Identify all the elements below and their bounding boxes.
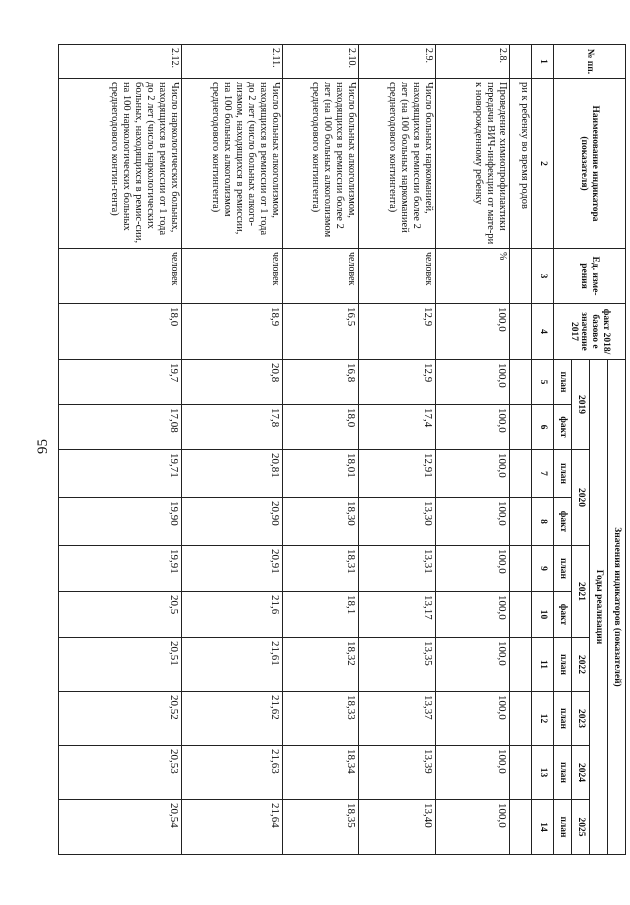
value-cell: 100,0 bbox=[435, 405, 509, 450]
row-number: 2.8. bbox=[435, 45, 509, 79]
row-number: 2.10. bbox=[283, 45, 359, 79]
column-number: 9 bbox=[531, 546, 553, 592]
value-cell: 17,08 bbox=[59, 405, 182, 450]
indicator-table-sheet bbox=[58, 44, 626, 854]
header-plan: план bbox=[554, 546, 572, 592]
value-cell: 21,62 bbox=[182, 692, 283, 746]
header-values-group: Значения индикаторов (показателей) bbox=[608, 360, 626, 855]
indicator-name: Число больных наркоманией, находящихся в ремиссии более 2 лет (на 100 больных наркоманией среднегодового контингента) bbox=[359, 79, 435, 249]
value-cell: 16,5 bbox=[283, 304, 359, 360]
column-number: 5 bbox=[531, 360, 553, 405]
indicator-name: Число больных алкоголизмом, находящихся в ремиссии более 2 лет (на 100 больных алкоголизмом среднегодового контингента) bbox=[283, 79, 359, 249]
value-cell: 18,9 bbox=[182, 304, 283, 360]
table-row bbox=[59, 45, 182, 855]
table-row bbox=[435, 45, 509, 855]
indicator-name: Число больных алкоголизмом, находящихся в ремиссии от 1 года до 2 лет (число больных алкого-лизмом, находящихся в ремиссии, на 100 больных алкоголизмом среднегодового контингента) bbox=[182, 79, 283, 249]
unit-cell: % bbox=[435, 249, 509, 304]
row-number: 2.12. bbox=[59, 45, 182, 79]
unit-cell: человек bbox=[59, 249, 182, 304]
value-cell: 20,52 bbox=[59, 692, 182, 746]
header-fact: факт bbox=[554, 592, 572, 638]
value-cell: 18,0 bbox=[59, 304, 182, 360]
value-cell: 18,01 bbox=[283, 450, 359, 498]
value-cell: 17,8 bbox=[182, 405, 283, 450]
header-fact: факт bbox=[554, 498, 572, 546]
column-number: 6 bbox=[531, 405, 553, 450]
column-number: 3 bbox=[531, 249, 553, 304]
value-cell: 19,7 bbox=[59, 360, 182, 405]
value-cell: 18,30 bbox=[283, 498, 359, 546]
value-cell: 100,0 bbox=[435, 800, 509, 855]
value-cell: 21,63 bbox=[182, 746, 283, 800]
column-number: 4 bbox=[531, 304, 553, 360]
value-cell: 100,0 bbox=[435, 450, 509, 498]
header-fact: факт bbox=[554, 405, 572, 450]
value-cell: 13,37 bbox=[359, 692, 435, 746]
value-cell: 20,81 bbox=[182, 450, 283, 498]
value-cell: 18,35 bbox=[283, 800, 359, 855]
header-year-2023: 2023 bbox=[572, 692, 590, 746]
value-cell: 100,0 bbox=[435, 692, 509, 746]
value-cell: 18,1 bbox=[283, 592, 359, 638]
header-year-2020: 2020 bbox=[572, 450, 590, 546]
value-cell: 20,54 bbox=[59, 800, 182, 855]
row-number: 2.9. bbox=[359, 45, 435, 79]
table-row bbox=[359, 45, 435, 855]
value-cell: 21,61 bbox=[182, 638, 283, 692]
column-number: 10 bbox=[531, 592, 553, 638]
header-year-2022: 2022 bbox=[572, 638, 590, 692]
table-row bbox=[283, 45, 359, 855]
value-cell: 13,30 bbox=[359, 498, 435, 546]
column-number-row bbox=[531, 45, 553, 855]
unit-cell: человек bbox=[283, 249, 359, 304]
header-name: Наименование индикатора (показателя) bbox=[554, 79, 626, 249]
value-cell: 13,40 bbox=[359, 800, 435, 855]
indicator-name: Проведение химиопрофилактики передачи ВИЧ-инфекции от мате-ри к новорожденному ребенку bbox=[435, 79, 509, 249]
value-cell: 13,17 bbox=[359, 592, 435, 638]
value-cell: 100,0 bbox=[435, 498, 509, 546]
continuation-text: ри к ребенку во время родов bbox=[509, 79, 531, 249]
value-cell: 100,0 bbox=[435, 638, 509, 692]
value-cell: 20,90 bbox=[182, 498, 283, 546]
value-cell: 18,0 bbox=[283, 405, 359, 450]
value-cell: 100,0 bbox=[435, 360, 509, 405]
column-number: 8 bbox=[531, 498, 553, 546]
column-number: 12 bbox=[531, 692, 553, 746]
indicator-table bbox=[58, 44, 626, 855]
value-cell: 20,51 bbox=[59, 638, 182, 692]
row-number: 2.11. bbox=[182, 45, 283, 79]
header-plan: план bbox=[554, 692, 572, 746]
column-number: 14 bbox=[531, 800, 553, 855]
header-plan: план bbox=[554, 746, 572, 800]
column-number: 1 bbox=[531, 45, 553, 79]
value-cell: 21,64 bbox=[182, 800, 283, 855]
value-cell: 18,33 bbox=[283, 692, 359, 746]
value-cell: 13,31 bbox=[359, 546, 435, 592]
value-cell: 12,9 bbox=[359, 304, 435, 360]
column-number: 13 bbox=[531, 746, 553, 800]
value-cell: 13,39 bbox=[359, 746, 435, 800]
continuation-row bbox=[509, 45, 531, 855]
indicator-name: Число наркологических больных, находящихся в ремиссии от 1 года до 2 лет (число наркологических больных, находящихся в ремис-сии, на 100 наркологических больных среднегодового контин-гента) bbox=[59, 79, 182, 249]
header-plan: план bbox=[554, 360, 572, 405]
header-years-group: Годы реализации bbox=[590, 360, 608, 855]
value-cell: 20,8 bbox=[182, 360, 283, 405]
unit-cell: человек bbox=[359, 249, 435, 304]
column-number: 2 bbox=[531, 79, 553, 249]
header-year-2019: 2019 bbox=[572, 360, 590, 450]
header-plan: план bbox=[554, 450, 572, 498]
value-cell: 12,91 bbox=[359, 450, 435, 498]
value-cell: 100,0 bbox=[435, 592, 509, 638]
value-cell: 19,90 bbox=[59, 498, 182, 546]
value-cell: 17,4 bbox=[359, 405, 435, 450]
value-cell: 20,91 bbox=[182, 546, 283, 592]
value-cell: 100,0 bbox=[435, 746, 509, 800]
value-cell: 100,0 bbox=[435, 304, 509, 360]
column-number: 7 bbox=[531, 450, 553, 498]
header-year-2025: 2025 bbox=[572, 800, 590, 855]
header-unit: Ед. изме-рения bbox=[554, 249, 626, 304]
header-plan: план bbox=[554, 638, 572, 692]
value-cell: 19,91 bbox=[59, 546, 182, 592]
value-cell: 12,9 bbox=[359, 360, 435, 405]
value-cell: 21,6 bbox=[182, 592, 283, 638]
value-cell: 18,31 bbox=[283, 546, 359, 592]
value-cell: 18,34 bbox=[283, 746, 359, 800]
header-year-2024: 2024 bbox=[572, 746, 590, 800]
column-number: 11 bbox=[531, 638, 553, 692]
value-cell: 19,71 bbox=[59, 450, 182, 498]
header-no: № пп. bbox=[554, 45, 626, 79]
header-year-2021: 2021 bbox=[572, 546, 590, 638]
header-plan: план bbox=[554, 800, 572, 855]
value-cell: 20,5 bbox=[59, 592, 182, 638]
value-cell: 100,0 bbox=[435, 546, 509, 592]
table-row bbox=[182, 45, 283, 855]
value-cell: 16,8 bbox=[283, 360, 359, 405]
value-cell: 13,35 bbox=[359, 638, 435, 692]
value-cell: 20,53 bbox=[59, 746, 182, 800]
unit-cell: человек bbox=[182, 249, 283, 304]
page-number: 95 bbox=[35, 439, 51, 454]
header-fact-base: факт 2018/базово е значение 2017 bbox=[554, 304, 626, 360]
value-cell: 18,32 bbox=[283, 638, 359, 692]
